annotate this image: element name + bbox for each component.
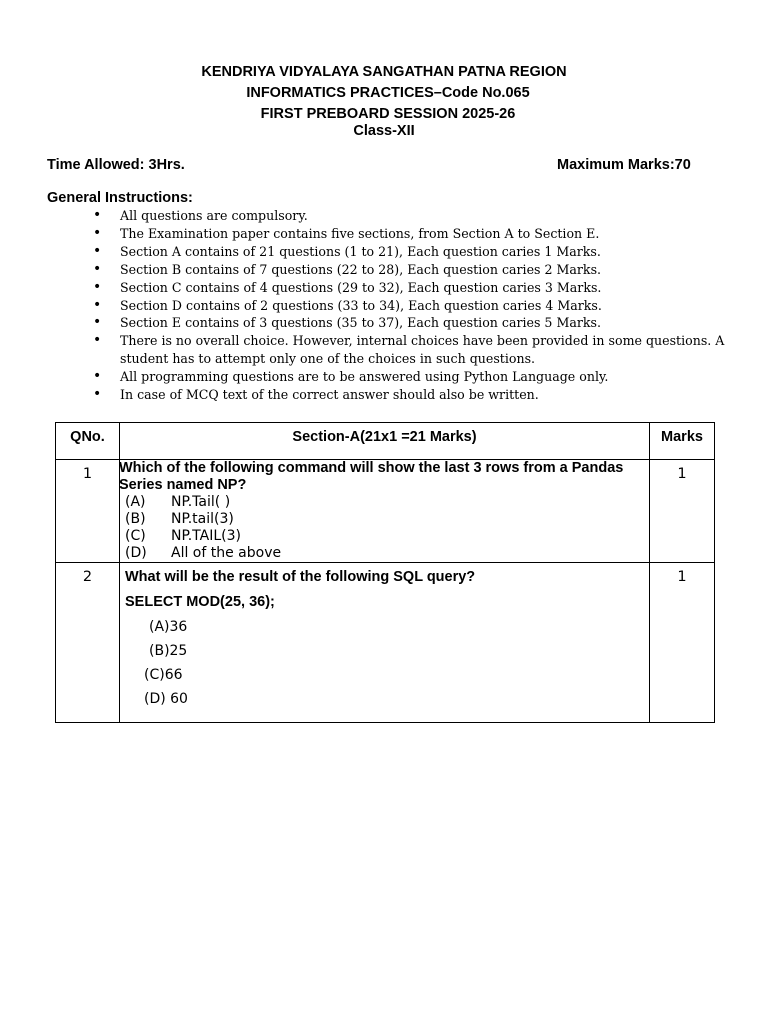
marks-header: Marks <box>650 423 715 460</box>
instruction-item: • Section B contains of 7 questions (22 to 28), Each question caries 2 Marks. <box>88 261 748 279</box>
instruction-item: • There is no overall choice. However, internal choices have been provided in some questions. A student has to attempt only one of the choices in such questions. <box>88 332 748 368</box>
option-a: (A) NP.Tail( ) <box>125 494 231 510</box>
table-row <box>56 563 715 723</box>
question-table <box>55 422 715 723</box>
section-header: Section-A(21x1 =21 Marks) <box>120 423 650 460</box>
sql-query: SELECT MOD(25, 36); <box>125 594 275 610</box>
subject-title: INFORMATICS PRACTICES–Code No.065 <box>246 85 530 101</box>
instruction-item: • All questions are compulsory. <box>88 207 748 225</box>
question-number: 1 <box>56 460 120 563</box>
instruction-item: • Section A contains of 21 questions (1 to 21), Each question caries 1 Marks. <box>88 243 748 261</box>
instruction-item: • Section E contains of 3 questions (35 to 37), Each question caries 5 Marks. <box>88 314 748 332</box>
option-d: (D) All of the above <box>125 545 282 561</box>
option-b: (B) NP.tail(3) <box>125 511 234 527</box>
question-marks: 1 <box>650 460 715 563</box>
school-title: KENDRIYA VIDYALAYA SANGATHAN PATNA REGION <box>201 64 567 80</box>
time-allowed: Time Allowed: 3Hrs. <box>47 157 185 173</box>
instruction-item: • In case of MCQ text of the correct answer should also be written. <box>88 386 748 404</box>
question-marks: 1 <box>650 563 715 723</box>
instruction-item: • All programming questions are to be answered using Python Language only. <box>88 368 748 386</box>
option-d: (D) 60 <box>144 691 188 707</box>
session-title: FIRST PREBOARD SESSION 2025-26 <box>260 106 516 122</box>
instructions-heading: General Instructions: <box>47 190 193 206</box>
table-header-row <box>56 423 715 460</box>
option-a: (A)36 <box>149 619 188 635</box>
question-cell <box>120 563 650 723</box>
class-title: Class-XII <box>353 123 415 139</box>
question-text: What will be the result of the following SQL query? <box>125 569 476 585</box>
maximum-marks: Maximum Marks:70 <box>557 157 691 173</box>
option-b: (B)25 <box>149 643 188 659</box>
question-text: Which of the following command will show the last 3 rows from a Pandas Series named NP? <box>119 460 624 493</box>
instruction-item: • Section C contains of 4 questions (29 to 32), Each question caries 3 Marks. <box>88 279 748 297</box>
qno-header: QNo. <box>56 423 120 460</box>
instructions-list <box>88 207 748 404</box>
question-number: 2 <box>56 563 120 723</box>
option-c: (C)66 <box>144 667 183 683</box>
instruction-item: • Section D contains of 2 questions (33 to 34), Each question caries 4 Marks. <box>88 297 748 315</box>
question-cell <box>120 460 650 563</box>
instruction-item: • The Examination paper contains five sections, from Section A to Section E. <box>88 225 748 243</box>
table-row <box>56 460 715 563</box>
option-c: (C) NP.TAIL(3) <box>125 528 241 544</box>
